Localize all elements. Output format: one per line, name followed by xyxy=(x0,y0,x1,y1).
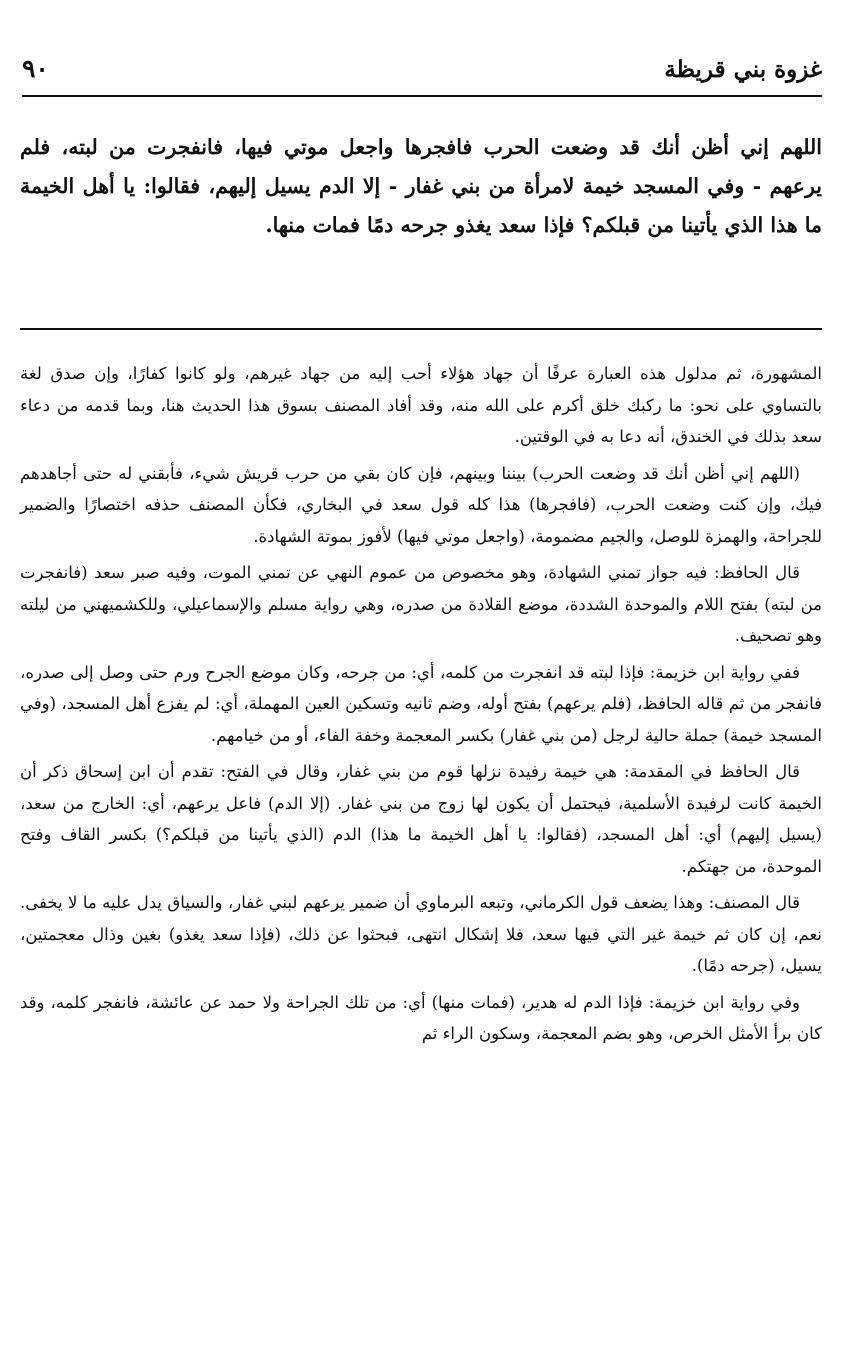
hadith-text: اللهم إني أظن أنك قد وضعت الحرب فافجرها واجعل موتي فيها، فانفجرت من لبته، فلم يرعهم - وفي المسجد خيمة لامرأة من بني غفار - إلا الدم يسيل إليهم، فقالوا: يا أهل الخيمة ما هذا الذي يأتينا من قبلكم؟ فإذا سعد يغذو جرحه دمًا فمات منها. xyxy=(20,135,822,237)
section-divider xyxy=(20,328,822,330)
commentary-paragraph: وفي رواية ابن خزيمة: فإذا الدم له هدير، (فمات منها) أي: من تلك الجراحة ولا حمد عن عائشة، فانفجر كلمه، وقد كان برأ الأمثل الخرص، وهو بضم المعجمة، وسكون الراء ثم xyxy=(20,992,822,1043)
commentary-paragraph: (اللهم إني أظن أنك قد وضعت الحرب) بيننا وبينهم، فإن كان بقي من حرب قريش شيء، فأبقني له حتى أجاهدهم فيك، وإن كنت وضعت الحرب، (فافجرها) هذا كله قول سعد في البخاري، فكأن المصنف حذفه اختصارًا والضمير للجراحة، والهمزة للوصل، والجيم مضمومة، (واجعل موتي فيها) لأفوز بموتة الشهادة. xyxy=(20,463,822,546)
commentary-paragraph: قال المصنف: وهذا يضعف قول الكرماني، وتبعه البرماوي أن ضمير يرعهم لبني غفار، والسياق يدل عليه ما لا يخفى. نعم، إن كان ثم خيمة غير التي فيها سعد، فلا إشكال انتهى، فبحثوا عن ذلك، (فإذا سعد يغذو) بغين وذال معجمتين، يسيل، (جرحه دمًا). xyxy=(20,893,822,975)
chapter-title: غزوة بني قريظة xyxy=(664,56,822,83)
page-number: ٩٠ xyxy=(22,54,49,83)
commentary-paragraph: ففي رواية ابن خزيمة: فإذا لبته قد انفجرت من كلمه، أي: من جرحه، وكان موضع الجرح ورم حتى وصل إلى صدره، فانفجر من ثم قاله الحافظ، (فلم يرعهم) بفتح أوله، وضم ثانيه وتسكين العين المهملة، أي: لم يفزع أهل المسجد، (وفي المسجد خيمة) جملة حالية لرجل (من بني غفار) بكسر المعجمة وخفة الفاء، أو من خيامهم. xyxy=(20,662,822,745)
running-header xyxy=(22,52,822,92)
commentary-paragraph: قال الحافظ: فيه جواز تمني الشهادة، وهو مخصوص من عموم النهي عن تمني الموت، وفيه صبر سعد (فانفجرت من لبته) بفتح اللام والموحدة الشددة، موضع القلادة من صدره، وهي رواية مسلم والإسماعيلي، وللكشميهني من ليلته وهو تصحيف. xyxy=(20,563,822,645)
commentary-paragraph: قال الحافظ في المقدمة: هي خيمة رفيدة نزلها قوم من بني غفار، وقال في الفتح: تقدم أن ابن إسحاق ذكر أن الخيمة كانت لرفيدة الأسلمية، فيحتمل أن يكون لها زوج من بني غفار. (إلا الدم) فاعل يرعهم، أي: الخارج من سعد، (يسيل إليهم) أي: أهل المسجد، (فقالوا: يا أهل الخيمة ما هذا) الدم (الذي يأتينا من قبلكم؟) بكسر القاف وفتح الموحدة، من جهتكم. xyxy=(20,762,822,876)
header-divider xyxy=(22,95,822,97)
commentary-paragraph: المشهورة، ثم مدلول هذه العبارة عرفًا أن جهاد هؤلاء أحب إليه من جهاد غيرهم، ولو كانوا كفارًا، وإن صدق لغة بالتساوي على نحو: ما ركبك خلق أكرم على الله منه، وقد أفاد المصنف بسوق هذا الحديث هنا، وبما قدمه من دعاء سعد بذلك في الخندق، أنه دعا به في الوقتين. xyxy=(20,364,822,446)
commentary-body xyxy=(20,358,822,1055)
